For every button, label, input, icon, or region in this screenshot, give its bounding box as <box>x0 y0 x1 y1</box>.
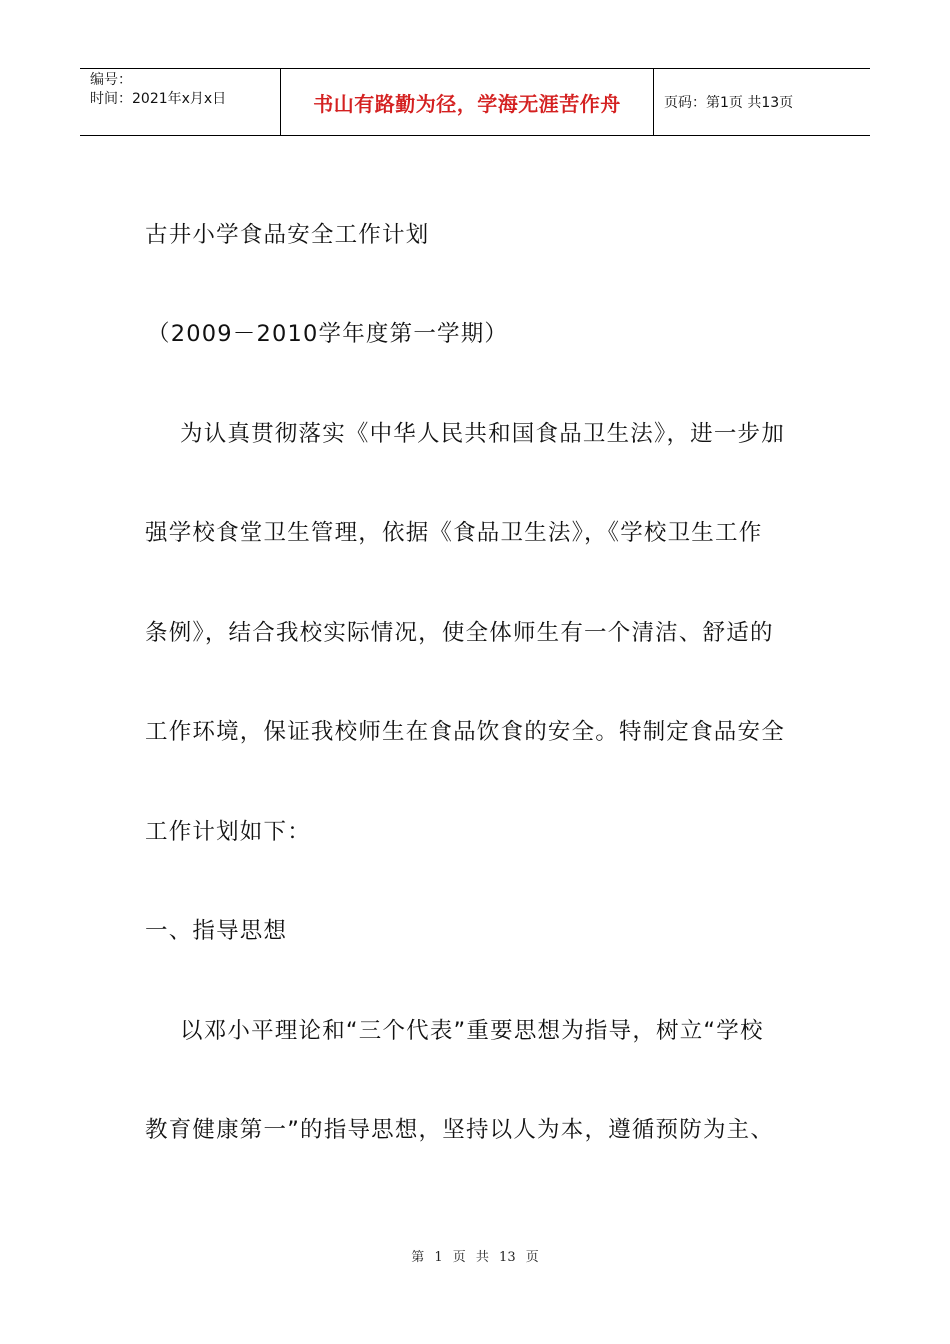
body-line-6: 以邓小平理论和“三个代表”重要思想为指导，树立“学校 <box>180 1018 764 1044</box>
body-line-3: 条例》，结合我校实际情况，使全体师生有一个清洁、舒适的 <box>145 620 774 646</box>
header-meta <box>80 69 281 135</box>
document-subtitle: （2009－2010学年度第一学期） <box>147 321 509 347</box>
document-date: 时间：2021年x月x日 <box>90 91 227 107</box>
body-line-7: 教育健康第一”的指导思想，坚持以人为本，遵循预防为主、 <box>145 1117 775 1143</box>
header-motto: 书山有路勤为径，学海无涯苦作舟 <box>281 69 654 135</box>
document-title: 古井小学食品安全工作计划 <box>145 222 430 248</box>
page-footer: 第 1 页 共 13 页 <box>411 1250 539 1265</box>
document-number-label: 编号： <box>90 72 132 88</box>
header-page-info: 页码：第1页 共13页 <box>664 95 794 111</box>
body-line-1: 为认真贯彻落实《中华人民共和国食品卫生法》，进一步加 <box>180 421 785 447</box>
page-header <box>80 68 870 136</box>
body-line-4: 工作环境，保证我校师生在食品饮食的安全。特制定食品安全 <box>145 719 785 745</box>
section-heading-guiding-ideology: 一、指导思想 <box>145 918 288 944</box>
body-line-5: 工作计划如下： <box>145 819 311 845</box>
body-line-2: 强学校食堂卫生管理，依据《食品卫生法》，《学校卫生工作 <box>145 520 763 546</box>
